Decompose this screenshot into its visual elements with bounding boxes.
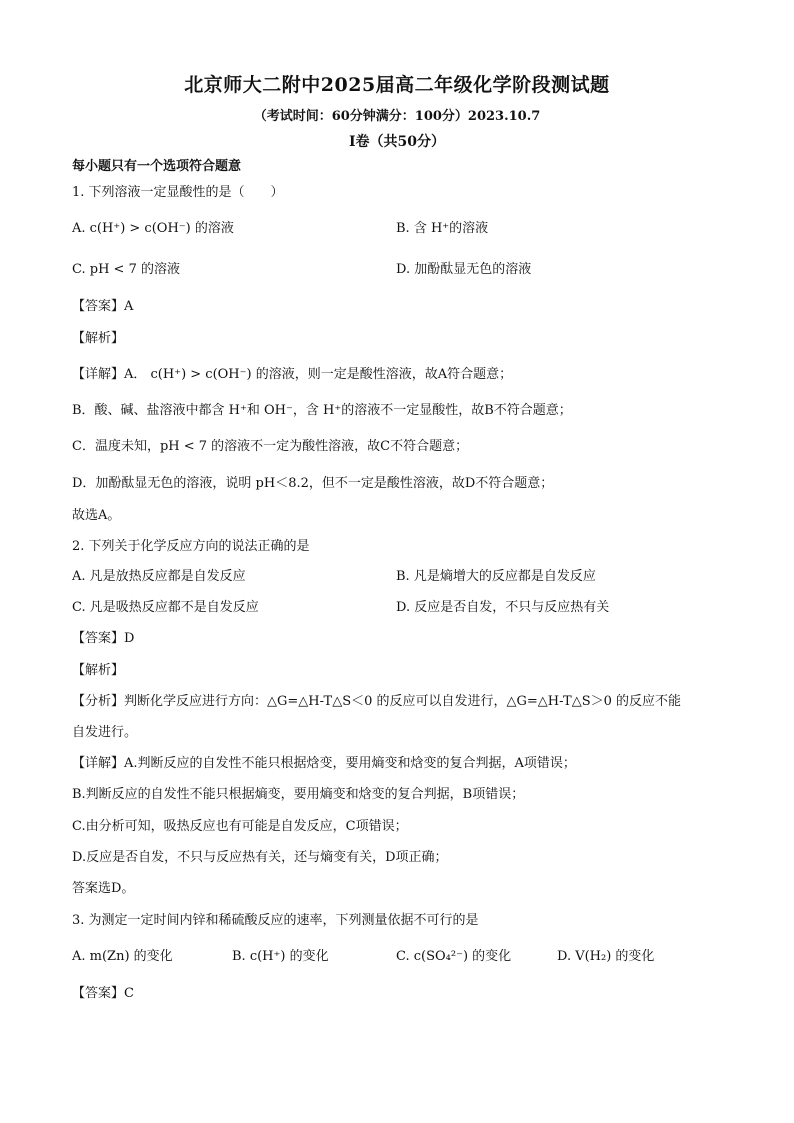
q2-option-b: B. 凡是熵增大的反应都是自发反应 [396,569,596,584]
section-heading: 每小题只有一个选项符合题意 [72,159,242,174]
q1-conclusion: 故选A。 [72,508,121,523]
q2-detail-4: D.反应是否自发，不只与反应热有关，还与熵变有关，D项正确； [72,850,448,865]
q3-stem: 3. 为测定一定时间内锌和稀硫酸反应的速率，下列测量依据不可行的是 [72,913,479,928]
q2-detail-3: C.由分析可知，吸热反应也有可能是自发反应，C项错误； [72,819,408,834]
q3-option-d: D. V(H₂) 的变化 [557,949,655,964]
q1-detail-1: 【详解】A． c(H⁺) > c(OH⁻) 的溶液，则一定是酸性溶液，故A符合题意； [72,367,513,382]
volume-heading: Ⅰ卷（共50分） [348,134,446,150]
q2-conclusion: 答案选D。 [72,881,135,896]
q3-option-c: C. c(SO₄²⁻) 的变化 [396,949,512,964]
page-title: 北京师大二附中2025届高二年级化学阶段测试题 [184,74,610,96]
q2-analysis-2: 自发进行。 [72,725,138,740]
q2-detail-2: B.判断反应的自发性不能只根据熵变，要用熵变和焓变的复合判据，B项错误； [72,787,525,802]
q3-option-a: A. m(Zn) 的变化 [72,949,173,964]
q2-option-d: D. 反应是否自发，不只与反应热有关 [396,600,610,615]
q2-answer: 【答案】D [72,631,135,646]
q2-stem: 2. 下列关于化学反应方向的说法正确的是 [72,539,310,554]
q1-detail-2: B．酸、碱、盐溶液中都含 H⁺和 OH⁻，含 H⁺的溶液不一定显酸性，故B不符合题意； [72,403,572,418]
q1-analysis-label: 【解析】 [72,331,125,346]
q2-detail-1: 【详解】A.判断反应的自发性不能只根据焓变，要用熵变和焓变的复合判据，A项错误； [72,756,576,771]
q1-option-b: B. 含 H⁺的溶液 [396,221,489,236]
q1-detail-4: D．加酚酞显无色的溶液，说明 pH＜8.2，但不一定是酸性溶液，故D不符合题意； [72,476,554,491]
q3-option-b: B. c(H⁺) 的变化 [232,949,329,964]
q1-option-d: D. 加酚酞显无色的溶液 [396,262,532,277]
q2-analysis-1: 【分析】判断化学反应进行方向：△G=△H-T△S＜0 的反应可以自发进行，△G=△H-T△S＞0 的反应不能 [72,694,682,709]
q1-stem: 1. 下列溶液一定显酸性的是（ ） [72,185,284,200]
q3-answer: 【答案】C [72,986,134,1001]
q2-option-c: C. 凡是吸热反应都不是自发反应 [72,600,259,615]
exam-info: （考试时间：60分钟满分：100分）2023.10.7 [253,109,541,124]
q2-option-a: A. 凡是放热反应都是自发反应 [72,569,246,584]
q1-detail-3: C．温度未知，pH < 7 的溶液不一定为酸性溶液，故C不符合题意； [72,439,469,454]
q1-option-a: A. c(H⁺) > c(OH⁻) 的溶液 [72,221,234,236]
q2-analysis-label: 【解析】 [72,663,125,678]
q1-option-c: C. pH < 7 的溶液 [72,262,180,277]
q1-answer: 【答案】A [72,299,134,314]
